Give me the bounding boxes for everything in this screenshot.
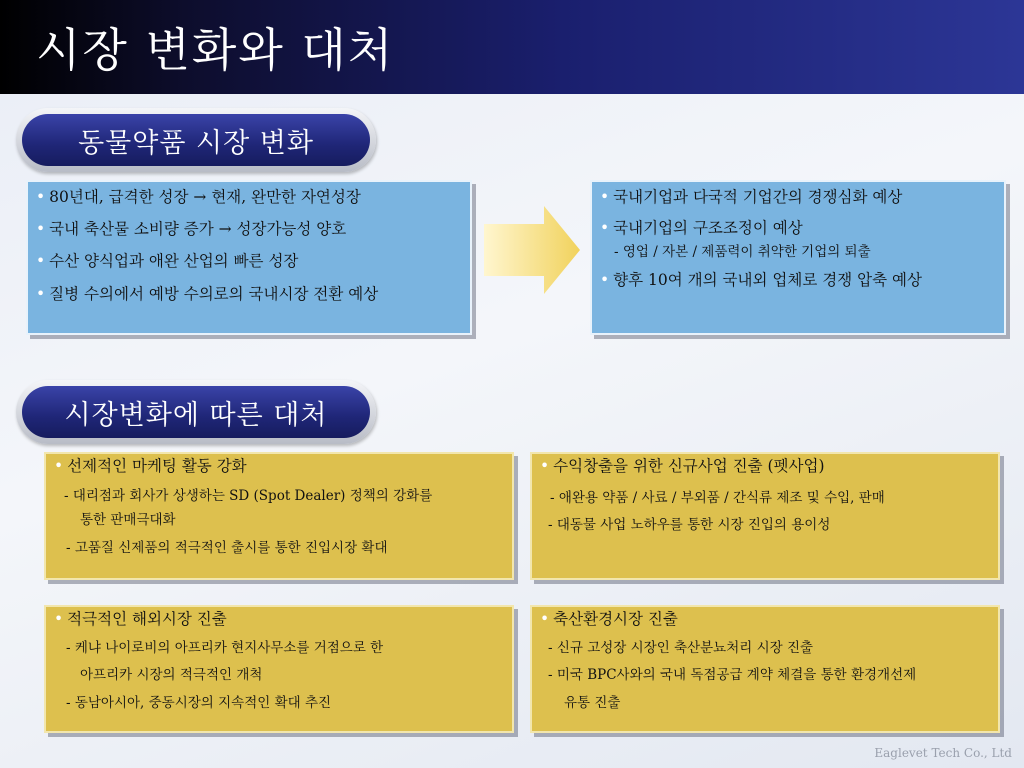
footer-company: Eaglevet Tech Co., Ltd <box>874 746 1012 760</box>
section-heading-label: 시장변화에 따른 대처 <box>22 386 370 438</box>
list-item <box>600 270 996 289</box>
list-subitem: - 신규 고성장 시장인 축산분뇨처리 시장 진출 <box>548 639 814 656</box>
list-item <box>36 254 462 270</box>
title-bar <box>0 0 1024 94</box>
list-item <box>540 459 990 475</box>
list-subitem: 아프리카 시장의 적극적인 개척 <box>80 667 263 683</box>
list-item-text: 선제적인 마케팅 활동 강화 <box>67 457 247 475</box>
section-heading-response <box>16 380 376 444</box>
list-subitem: - 대동물 사업 노하우를 통한 시장 진입의 용이성 <box>548 517 831 533</box>
list-subitem: - 대리점과 회사가 상생하는 SD (Spot Dealer) 정책의 강화를 <box>64 487 433 504</box>
list-item-text: 질병 수의에서 예방 수의로의 국내시장 전환 예상 <box>49 284 379 303</box>
strategy-box-environment <box>530 605 1000 733</box>
list-subitem: - 동남아시아, 중동시장의 지속적인 확대 추진 <box>66 694 332 711</box>
list-item <box>54 459 504 475</box>
list-item-text: 국내기업과 다국적 기업간의 경쟁심화 예상 <box>613 188 903 206</box>
list-item <box>36 190 462 206</box>
bullet-icon: • <box>54 457 64 475</box>
list-item-text: 향후 10여 개의 국내외 업체로 경쟁 압축 예상 <box>613 270 922 289</box>
market-change-box <box>26 180 472 335</box>
list-item <box>600 218 996 237</box>
bullet-icon: • <box>54 610 64 628</box>
list-item-text: 80년대, 급격한 성장 → 현재, 완만한 자연성장 <box>49 188 361 206</box>
list-item-text: 수익창출을 위한 신규사업 진출 (펫사업) <box>553 457 825 475</box>
bullet-icon: • <box>36 252 46 270</box>
list-subitem: - 케냐 나이로비의 아프리카 현지사무소를 거점으로 한 <box>66 639 384 656</box>
list-subitem: 유통 진출 <box>564 694 621 711</box>
list-item <box>600 190 996 206</box>
list-subitem: - 애완용 약품 / 사료 / 부외품 / 간식류 제조 및 수입, 판매 <box>550 489 885 506</box>
strategy-box-pet-business <box>530 452 1000 580</box>
list-subitem: - 영업 / 자본 / 제품력이 취약한 기업의 퇴출 <box>614 244 871 260</box>
list-subitem: - 고품질 신제품의 적극적인 출시를 통한 진입시장 확대 <box>66 539 388 556</box>
bullet-icon: • <box>600 218 610 237</box>
market-outlook-box <box>590 180 1006 335</box>
list-item <box>54 612 504 628</box>
bullet-icon: • <box>36 284 46 303</box>
bullet-icon: • <box>600 188 610 206</box>
section-heading-market-change <box>16 108 376 172</box>
slide-title: 시장 변화와 대처 <box>36 23 395 77</box>
bullet-icon: • <box>540 610 550 628</box>
list-item-text: 축산환경시장 진출 <box>553 610 678 628</box>
list-subitem: 통한 판매극대화 <box>80 512 176 528</box>
section-heading-label: 동물약품 시장 변화 <box>22 114 370 166</box>
bullet-icon: • <box>600 270 610 289</box>
list-item-text: 수산 양식업과 애완 산업의 빠른 성장 <box>49 252 299 270</box>
list-item-text: 국내 축산물 소비량 증가 → 성장가능성 양호 <box>49 219 347 238</box>
bullet-icon: • <box>36 219 46 238</box>
bullet-icon: • <box>36 188 46 206</box>
strategy-box-overseas <box>44 605 514 733</box>
right-arrow-icon <box>484 206 580 294</box>
list-item-text: 적극적인 해외시장 진출 <box>67 610 227 628</box>
list-item <box>540 612 990 628</box>
list-subitem: - 미국 BPC사와의 국내 독점공급 계약 체결을 통한 환경개선제 <box>548 667 917 683</box>
list-item-text: 국내기업의 구조조정이 예상 <box>613 218 803 237</box>
strategy-box-marketing <box>44 452 514 580</box>
bullet-icon: • <box>540 457 550 475</box>
list-item <box>36 284 462 303</box>
list-item <box>36 219 462 238</box>
